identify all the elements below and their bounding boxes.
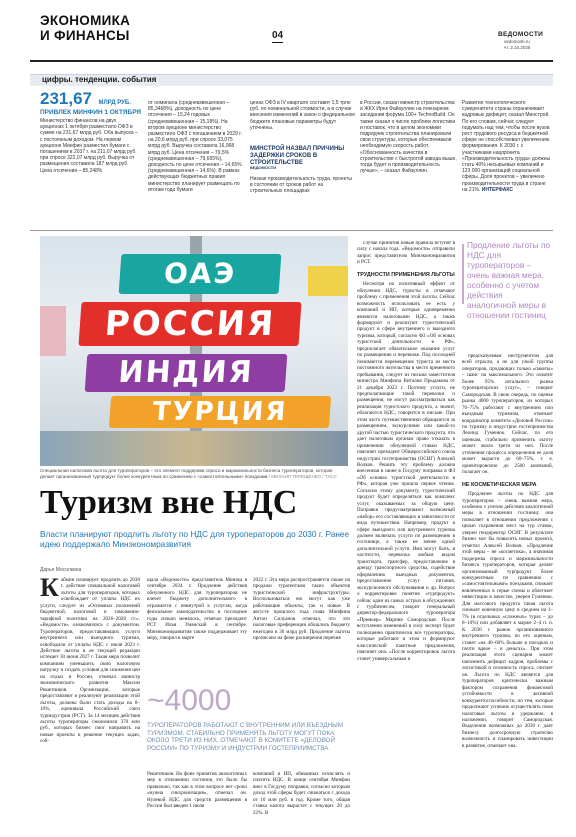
- article-col-4: [357, 240, 455, 835]
- brief-source-5: ИНТЕРФАКС: [481, 186, 513, 193]
- brief-text-2: от номинала (средневзвешенная – 85,3468%), доходность по цене отсечения – 15,24 годовых (средневзвешенная – 15,18%). На втором аукционе министерство разместило ОФЗ с погашением в 2029 г. на 20,6 млрд руб. при спросе 33,075 млрд руб. Выручка составила 16,968 млрд руб. Цена отсечения – 79,5% (средневзвешенная – 79,665%), доходность по цене отсечения – 14,65% (средневзвешенная – 14,6%). В рамках действующих бюджетных правил министерство планирует размещать по итогам года бумаги: [148, 100, 242, 193]
- article-col-1-text: абмин планирует продлить до 2030 г. действие специальной налоговой льготы для туроператоров, которых освобождает от уплаты НДС их услуги, следует из «Основных положений бюджетной, налоговой и таможенно-тарифной политики на 2026–2028 гг.». «Ведомости» ознакомились с документом. Туроператоров, предоставляющих услуги внутреннего или выездного туризма, освободили от уплаты НДС с июля 2023 г. Действие льготы в ее текущей редакции истекает 30 июня 2027 г. Такая мера позволит компаниям уменьшить свою налоговую нагрузку и создать условия для снижения цен на отдых в России, отмечал министр экономического развития Максим Решетников. Организации, которые предоставляют и реализуют реализации этой льготы, должны были стать доходы на 8–10%, оценивала Российский союз туриндустрии (РСТ). За 14 месяцев действия льготы туроператоры сэкономили 370 млн руб., которых бизнес смог направить на новые проекты и решение текущих задач, соб-: [40, 577, 140, 745]
- brief-figure: [40, 89, 131, 109]
- article-col-2b: Решетников. На фоне принятия аналогичных мер в отношении гостиниц это было бы правильно, так как в этом вопросе нет сроки «нужна синхронизация», отмечал он. Нулевой НДС для средств размещения в России был введен 1 июля: [147, 771, 247, 810]
- brief-source: ВЕДОМОСТИ: [250, 165, 277, 170]
- brief-headline: ПРИВЛЕК МИНФИН 1 ОКТЯБРЯ: [40, 109, 142, 116]
- photo-banner-turkey: ТУРЦИЯ: [109, 396, 331, 428]
- sidebar-rule: [462, 244, 464, 304]
- brief-text-3b: Низкая производительность труда, проекты в состоянии от сроков работ на строительных площадках: [250, 176, 352, 195]
- quote-figure: ~4000: [147, 684, 232, 717]
- article-subhead-1: ТРУДНОСТИ ПРИМЕНЕНИЯ ЛЬГОТЫ: [357, 271, 455, 278]
- briefs-rule: [30, 230, 553, 231]
- article-col-4b-text: Несмотря на позитивный эффект от обнуления НДС, туристы в отмечают проблему с применения этой льготы. Сейчас возможность использовать ее есть у компаний и ИП, которые одновременно являются налоговыми НДС, а также формируют и реализуют туристический продукт в сфере внутреннего и выездного туризма, который, согласно ФЗ «Об основах туристской деятельности в РФ», предполагает обязательное оказание услуг по размещению и перевозке. Под последней понимается перемещение туриста из места постоянного жительства в место временного пребывания, следует из письма заместителя министра Минфина Виталия Прыдакова от 21 декабря 2023 г. Поэтому услуги, не предполагающие такой перевозки и размещения, не могут рассматриваться как реализация туристского продукта, а значит, облагаются НДС, говорится в письме. При этом часто путешественники обращаются за размещением, экскурсиями или какой-то другой частью туристического продукта, что дает налоговым органам право отказать в применении обнуленной ставки НДС, поясняет президент Общероссийского союза индустрии гостеприимства (ОСИГ) Алексей Волков. Решить эту проблему должна внесенная в июне в Госдуму поправка в ФЗ «Об основах туристской деятельности в РФ», которая уже прошла первое чтение. Согласно этому документу, туристический продукт будет определяться как комплекс услуг, оказываемых за общую цену. Поправки предусматривают возможный «набор» его составляющих в зависимости от вида путешествия. Например, продукт в сфере выездного или внутреннего туризма должен включать услуги по размещению в гостинице, а также не менее одной дополнительной услуги. Ими могут быть, в частности, перевозка любым видом транспорта, трансфер, предоставление в аренду транспортного средства, содействие оформлению выездных документов, предоставление услуг питания, экскурсионного обслуживания и др. Вопрос о корректировке понятия «турпродукт» сейчас один из самых острых в обсуждениях с турбизнесом, говорит генеральный директор-федерального туроператора «Премьер» Мариня Самородская. После вступления изменений в силу эксперт будет полноценно практически все туроператоры, которые работают в этом и формируют классический пакетные предложения, поясняет она. «После корректировок льгота станет универсальным и: [357, 281, 455, 662]
- photo-sign-right: [308, 266, 348, 296]
- brand-logo: ВЕДОМОСТИ: [498, 31, 544, 38]
- article-author: Дарья Мосолкина: [40, 567, 82, 573]
- brief-figure-number: 231,67: [40, 89, 92, 108]
- brief-text-3: ценах ОФЗ в IV квартале составит 1,5 трлн руб. по номинальной стоимости, а в случае внесения изменений в закон о федеральном бюджете плановые параметры будут уточнены.: [250, 100, 355, 131]
- article-col-5b-text: Продление льготы по НДС для туроператоров – очень важная мера, особенно с учетом действия аналогичной меры в отношении гостиниц: она позволяет в отношении предложения с целью сохранения мест на тур ставок, уверен гендиректор ОСИГ. В результате бизнес мог бы повысить новых проекта, отметил Алексей Волков. «Продление этой меры – не «косметика», а значимая поддержка спроса и маржинальности бизнеса туроператоров, которая делает организованный турпродукт более конкурентным по сравнению с «самостоятельными» поездками, снижает вовлеченных в серые схемы и облегчает инвестиции в качество, уверен Гуменюк. Для массового продукта такая льгота снижает конечную цену в среднем на 3–7% (в отдельных «сложных» турах – до 8–10%) или добавляет к марже 2–4 п. п. К 2030 г. рынок организованного внутреннего туризма, по его оценкам, станет «на 40–60% больше в поездках и почти вдвое – в деньгах». При этом реализация этого сценария может напомнить дефицит кадров, проблемы с логистикой и сезонность спроса, считает он. Льгота по НДС является для туроператоров критически важным фактором сохранения финансовой устойчивости в активной конкурентоспособности, по тем, которые продолжают успешно осуществлять свою налоговые льготы и удержание, в наложении, говорит Самородская. Выделение возможных до 2030 г. дает бизнесу долгосрочную стратегию возможность и планировать инвестиции в развитие, отмечает она.: [462, 491, 553, 749]
- article-subhead-2: НЕ КОСМЕТИЧЕСКАЯ МЕРА: [462, 481, 537, 488]
- brief-text: Министерство финансов на двух аукционах 1 октября разместило ОФЗ в сумме на 231,67 млрд руб. Оба выпуска – с постоянным доходом. На первом аукционе Минфин разместил бумаги с погашением в 2037 г. на 211,07 млрд руб. при спросе 322,07 млрд руб. Выручка от размещения составила 187 млрд руб. Цена отсечения – 85,248%: [40, 118, 138, 174]
- photo-banner-india: ИНДИЯ: [85, 354, 288, 392]
- page-number: 04: [272, 30, 284, 41]
- article-col-2: щала «Ведомости» представитель Минэка в сентябре 2024 г. Продление действия обнуленного НДС для туроператоров не влечет бюджету дополнительного в отражается с инвнутрой к услугам, когда фискальное законодательство в последние годы сильно менялось, отмечал президент РСТ Илья Уманский в сентябре. Минэкономразвития также поддерживает эту меру, говорил в марте: [147, 577, 247, 642]
- sidebar-quote: Продление льготы по НДС для туроператоров – очень важная мера, особенно с учетом действия аналогичной меры в отношении гостиниц: [467, 240, 551, 320]
- section-title: [40, 14, 130, 43]
- photo-banner-russia: РОССИЯ: [78, 302, 301, 346]
- article-col-1: [40, 577, 140, 835]
- article-col-3b: компаний и ИП, обязанных исчислять и платить НДС. В конце сентября Минфин внес в Госдуму поправки, согласно которым доход этой сферы будет снижаться с дохода от 10 млн руб. в год. Кроме того, общая ставка налога вырастет с текущих 20 до 22%. В: [253, 771, 350, 816]
- photo-caption-text: Специальная налоговая льгота для туроператоров – это элемент поддержки спроса и маржинальности бизнеса туроператоров, которая делает организованный турпродукт более конкурентным по сравнению с «самостоятельными» поездками: [40, 468, 333, 479]
- article-col-4-text: случае принятия новые правила вступят в силу с начала года. «Ведомости» отправили запрос представителю Минэкономразвития и РСТ.: [357, 240, 455, 266]
- brief-text-4: в России, сказал министр строительства и ЖКХ Ирек Файзуллин на пленарном заседании форума 100+ TechnoBuild. Он также сказал о числе проблем логистики и поставок, что в целом экономики подрядчик строительства планировали свои структуры, которые обеспечивали необходимую скорость работ. «Обоснованность качества в строительстве с быстротой завода выше, тогда будет и производительность лучше», – сказал Файзуллин.: [360, 100, 457, 175]
- brief-text-5-body: Развитие технологического суверенитета страны ограничивает кадровых дефицит, сказал Минстрой. По его словам, сейчас следует подумать над тем, чтобы после вузов рост трудового ресурса в бюджетной сфере не способствовал увеличению формирования. К 2030 г. с участниками нацпроекта «Производительность труда» должны стать 40% несырьевых компаний и 123 000 организаций социальной сферы. Доля проектов – увеличено производительности труда в стране на 21%.: [462, 100, 551, 193]
- article-col-5: [462, 353, 553, 835]
- photo-sign-left: [40, 306, 66, 356]
- header-rule: [30, 60, 553, 62]
- quote-text: ТУРОПЕРАТОРОВ РАБОТАЮТ С ВНУТРЕННИМ ИЛИ ВЪЕЗДНЫМ ТУРИЗМОМ. СТАБИЛЬНО ПРИМЕНЯТЬ ЛЬГОТУ МОГУТ ПОКА ОКОЛО ТРЕТИ ИЗ НИХ, ОТМЕЧАЮТ В КОМИТЕТЕ «ДЕЛОВОЙ РОССИИ» ПО ТУРИЗМУ И ИНДУСТРИИ ГОСТЕПРИИМСТВА: [147, 722, 343, 752]
- site-url: vedomosti.ru: [504, 39, 530, 44]
- rubric-title: цифры. тенденции. события: [42, 75, 157, 84]
- brief-text-5: [462, 100, 552, 193]
- section-title-line1: ЭКОНОМИКА: [40, 13, 131, 28]
- section-title-line2: И ФИНАНСЫ: [40, 27, 130, 43]
- article-col-5-text: предсказуемым инструментом для всей отрасли, а не для узкой группы операторов, продающих только «пакеты» – шанс на максимального. Это охватит более 95% легального рынка туроператорских услуг», – говорит Самородская. В свою очередь, по оценке рынка 4000 туроператоров, из которых 70–75% работают с внутренним или въездным туризмом, отмечает координатор комитета «Деловой России» по туризму и индустрии гостеприимства Леонид Гуменюк. Сейчас, по его оценкам, стабильно применить льготу может около трети из них. После уточнения процесса определения ее доля может вырасти до 60–75%, т. е. ориентировочно до 2500 компаний, полагает он.: [462, 353, 553, 476]
- brief-figure-unit: МЛРД РУБ.: [98, 100, 131, 106]
- brief-headline-2: МИНСТРОЙ НАЗВАЛ ПРИЧИНЫ ЗАДЕРЖКИ СРОКОВ В СТРОИТЕЛЬСТВЕ: [250, 146, 345, 167]
- article-title: Туризм вне НДС: [40, 484, 298, 521]
- article-col-3: 2022 г. Эта мера распространяется также на продажи турагентами таких объектов туристической инфраструктуры. Воспользоваться ею могут как уже работающие объекты, так и новые. В августе прошлого года глава Минфина Антон Силуанов отмечал, что эти налоговые преференции обошлись бюджету ежегодно в 36 млрд руб. Продление льготы прописано на фоне расширения перечня: [253, 577, 350, 642]
- issue-date: чт. 2.10.2025: [504, 45, 531, 50]
- photo-credit: / МИХАИЛ ТЕРЕЩЕНКО / ТАСС: [268, 473, 338, 479]
- article-lead: Власти планируют продлить льготу по НДС для туроператоров до 2030 г. Ранее идею поддержало Минэкономразвития: [40, 529, 350, 549]
- photo: [40, 236, 348, 466]
- photo-caption: [40, 468, 348, 479]
- article-dropcap: К: [40, 577, 59, 602]
- photo-banner-uae: ОАЭ: [119, 254, 282, 294]
- photo-shelf: [40, 431, 348, 466]
